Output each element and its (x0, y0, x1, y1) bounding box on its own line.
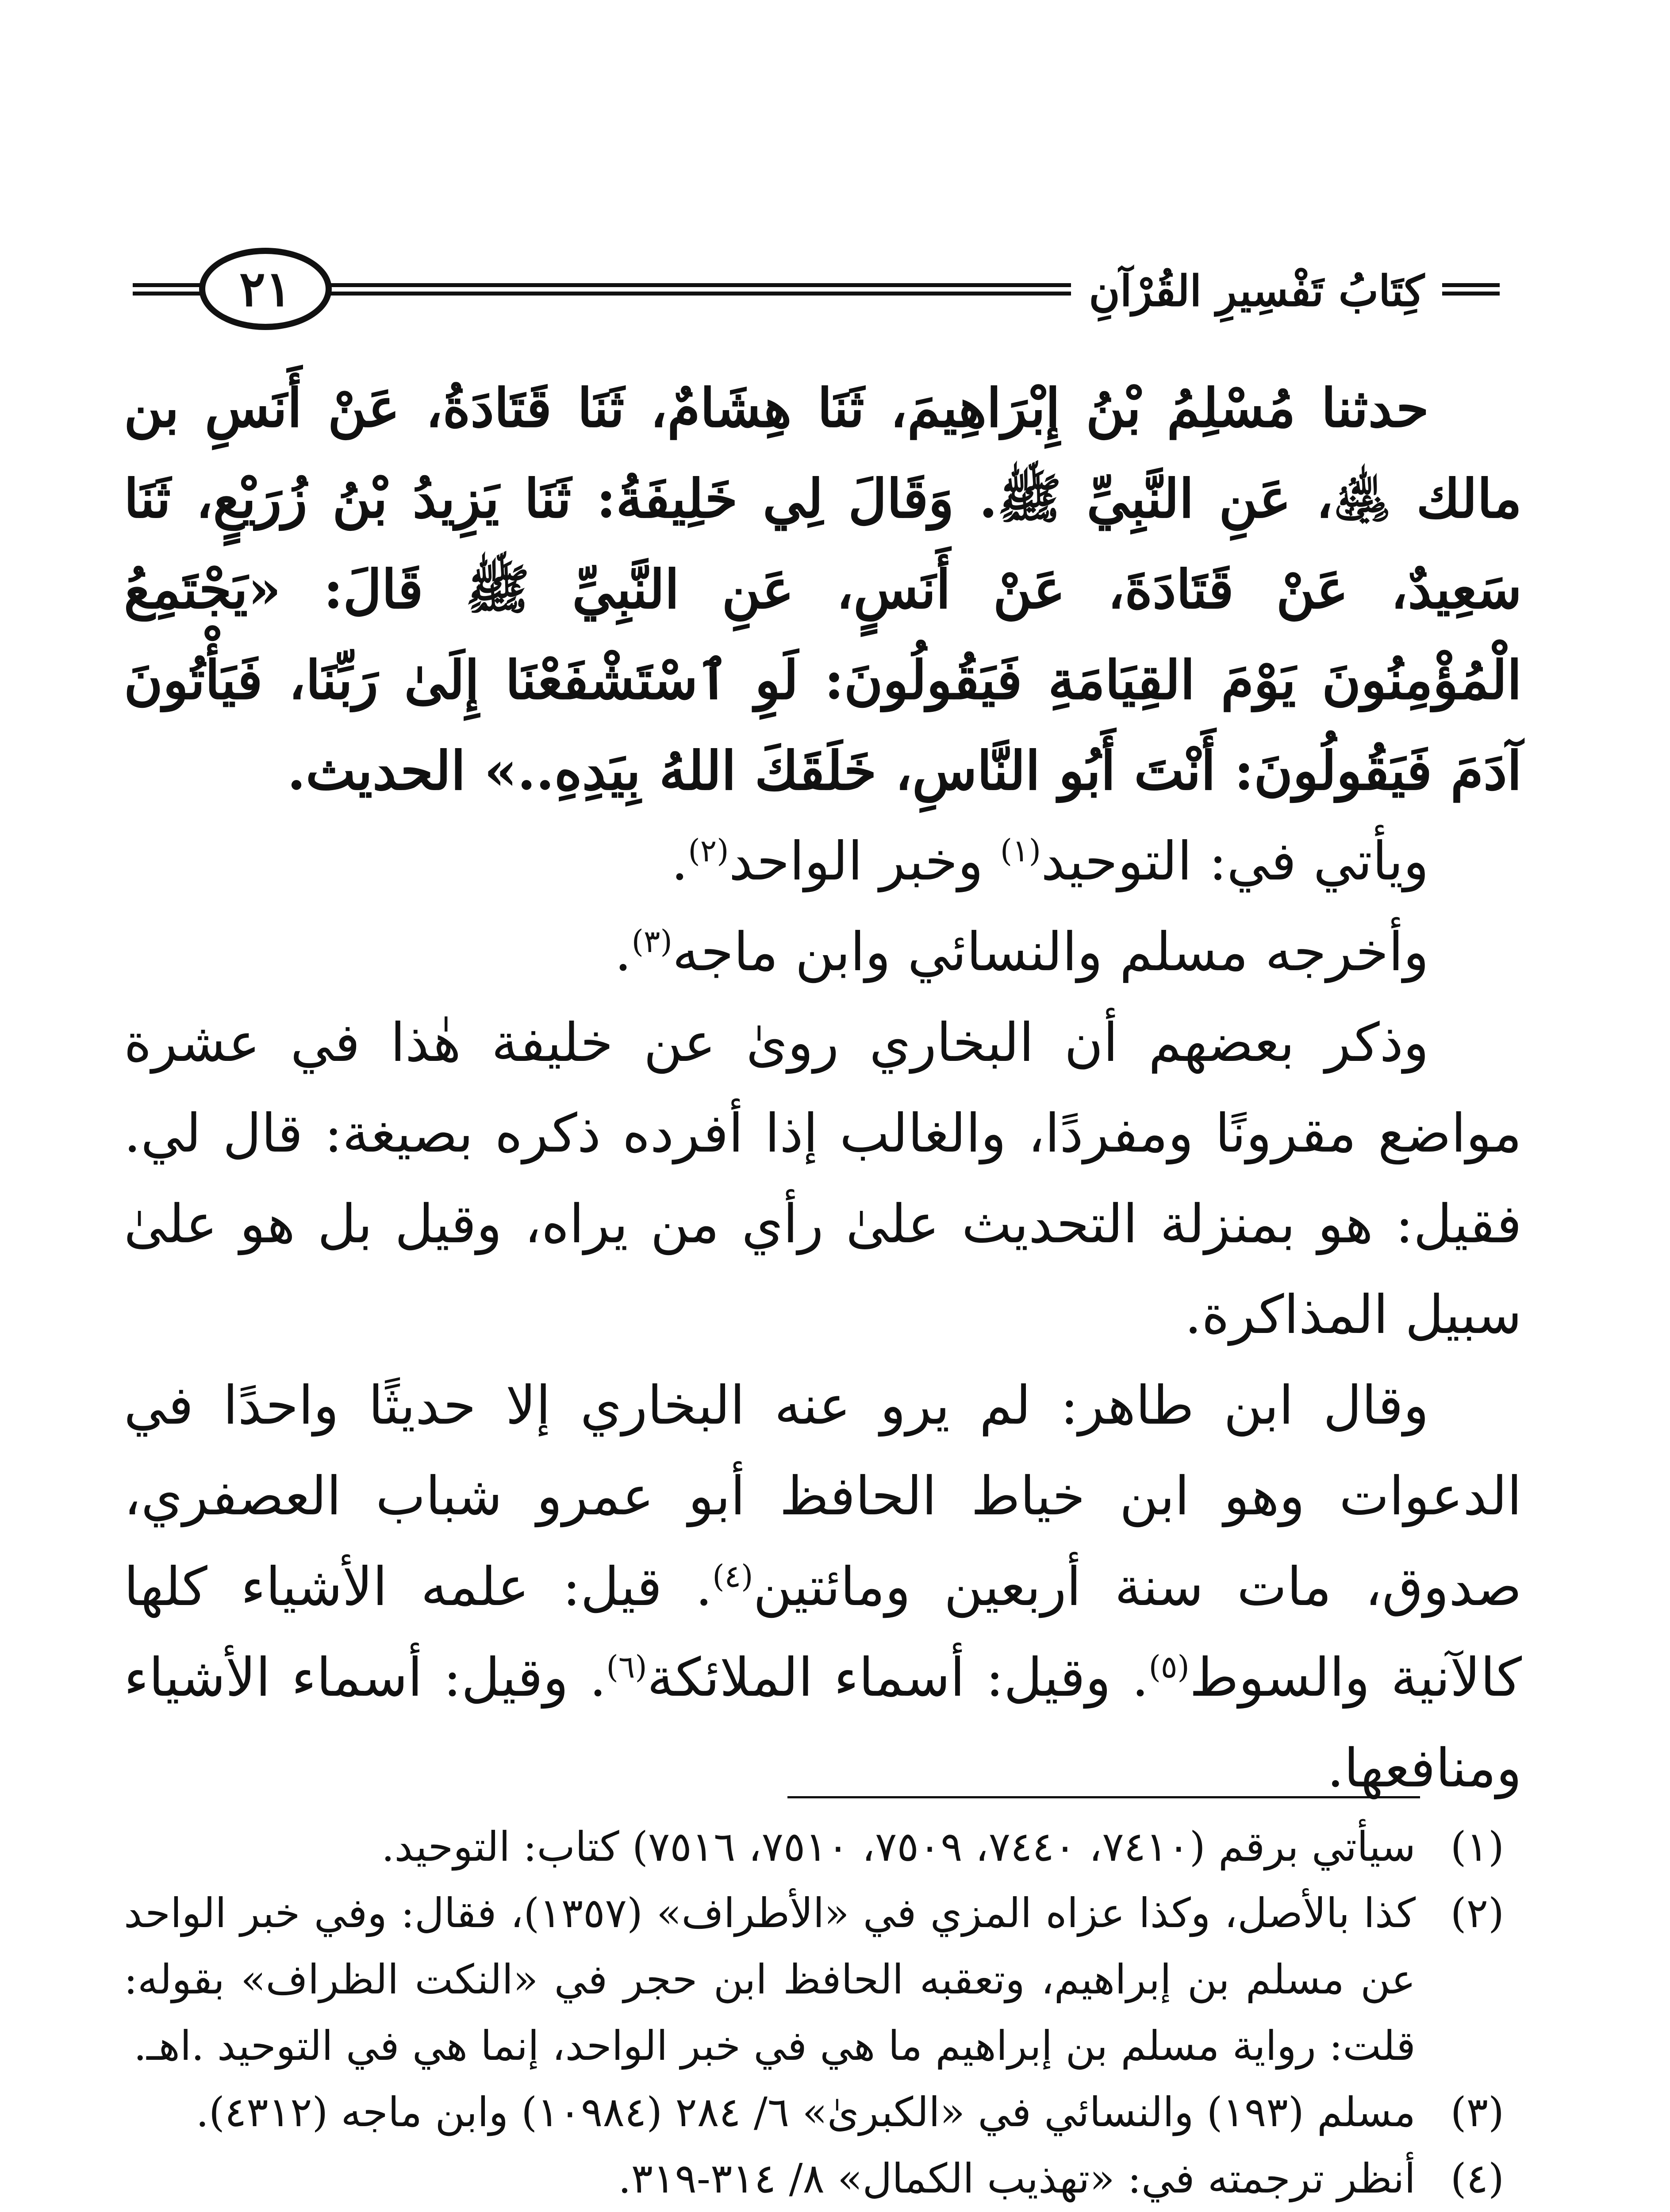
footnote-text: سيأتي برقم (٧٤١٠، ٧٤٤٠، ٧٥٠٩، ٧٥١٠، ٧٥١٦) كتاب: التوحيد. (381, 1823, 1416, 1870)
paragraph-4: وذكر بعضهم أن البخاري روىٰ عن خليفة هٰذا في عشرة مواضع مقرونًا ومفردًا، والغالب إذا أفرده ذكره بصيغة: قال لي. فقيل: هو بمنزلة التحديث علىٰ رأي من يراه، وقيل بل هو علىٰ سبيل المذاكرة. (124, 1012, 1522, 1346)
paragraph-5 (124, 1360, 1522, 1814)
footnote-item (124, 2079, 1522, 2146)
main-text (124, 363, 1522, 1814)
paragraph-5-mid2: . وقيل: أسماء الملائكة (647, 1647, 1149, 1709)
book-title: كِتَابُ تَفْسِيرِ القُرْآنِ (1071, 260, 1442, 322)
footnote-text: كذا بالأصل، وكذا عزاه المزي في «الأطراف» (١٣٥٧)، فقال: وفي خبر الواحد عن مسلم بن إبراهيم، وتعقبه الحافظ ابن حجر في «النكت الظراف» بقوله: قلت: رواية مسلم بن إبراهيم ما هي في خبر الواحد، إنما هي في التوحيد .اهـ. (124, 1889, 1416, 2070)
footnote-number: (١) (1450, 1823, 1504, 1870)
footnote-item (124, 2146, 1522, 2212)
footnote-text: أنظر ترجمته في: «تهذيب الكمال» ٨/ ٣١٤-٣١٩. (618, 2155, 1416, 2202)
page-number: ٢١ (199, 248, 332, 330)
paragraph-5-mid: . قيل: علمه الأشياء كلها كالآنية والسوط (124, 1556, 1522, 1709)
paragraph-3 (124, 907, 1522, 998)
footnote-number: (٢) (1450, 1889, 1504, 1937)
paragraph-2 (124, 816, 1522, 907)
paragraph-2-end: . (671, 831, 688, 892)
footnote-number: (٣) (1450, 2089, 1504, 2136)
footnotes (124, 1814, 1522, 2212)
footnote-ref-2[interactable]: (٢) (688, 833, 729, 869)
footnote-item (124, 1880, 1522, 2079)
paragraph-3-text: وأخرجه مسلم والنسائي وابن ماجه (672, 922, 1429, 983)
page-header (133, 248, 1500, 332)
footnote-text: مسلم (١٩٣) والنسائي في «الكبرىٰ» ٦/ ٢٨٤ (١٠٩٨٤) وابن ماجه (٤٣١٢). (196, 2089, 1416, 2136)
hadith-paragraph: حدثنا مُسْلِمُ بْنُ إِبْرَاهِيمَ، ثَنَا هِشَامٌ، ثَنَا قَتَادَةُ، عَنْ أَنَسِ بن مالك ﵁، عَنِ النَّبِيِّ ﷺ. وَقَالَ لِي خَلِيفَةُ: ثَنَا يَزِيدُ بْنُ زُرَيْعٍ، ثَنَا سَعِيدٌ، عَنْ قَتَادَةَ، عَنْ أَنَسٍ، عَنِ النَّبِيِّ ﷺ قَالَ: «يَجْتَمِعُ الْمُؤْمِنُونَ يَوْمَ القِيَامَةِ فَيَقُولُونَ: لَوِ ٱسْتَشْفَعْنَا إِلَىٰ رَبِّنَا، فَيَأْتُونَ آدَمَ فَيَقُولُونَ: أَنْتَ أَبُو النَّاسِ، خَلَقَكَ اللهُ بِيَدِهِ..» الحديث. (124, 377, 1522, 802)
footnote-ref-6[interactable]: (٦) (606, 1649, 647, 1685)
paragraph-2-text: ويأتي في: التوحيد (1041, 831, 1429, 892)
footnote-separator (787, 1796, 1420, 1798)
footnote-item (124, 1814, 1522, 1880)
paragraph-3-end: . (614, 922, 632, 983)
footnote-ref-1[interactable]: (١) (1000, 833, 1041, 869)
footnote-ref-5[interactable]: (٥) (1148, 1649, 1190, 1685)
paragraph-5-end: . وقيل: أسماء الأشياء ومنافعها. (124, 1647, 1522, 1799)
paragraph-2-mid: وخبر الواحد (729, 831, 1000, 892)
paragraph-5-text: وقال ابن طاهر: لم يرو عنه البخاري إلا حديثًا واحدًا في الدعوات وهو ابن خياط الحافظ أبو عمرو شباب العصفري، صدوق، مات سنة أربعين ومائتين (124, 1375, 1522, 1618)
footnote-ref-4[interactable]: (٤) (712, 1558, 753, 1594)
footnote-ref-3[interactable]: (٣) (631, 923, 672, 960)
footnote-number: (٤) (1450, 2155, 1504, 2202)
